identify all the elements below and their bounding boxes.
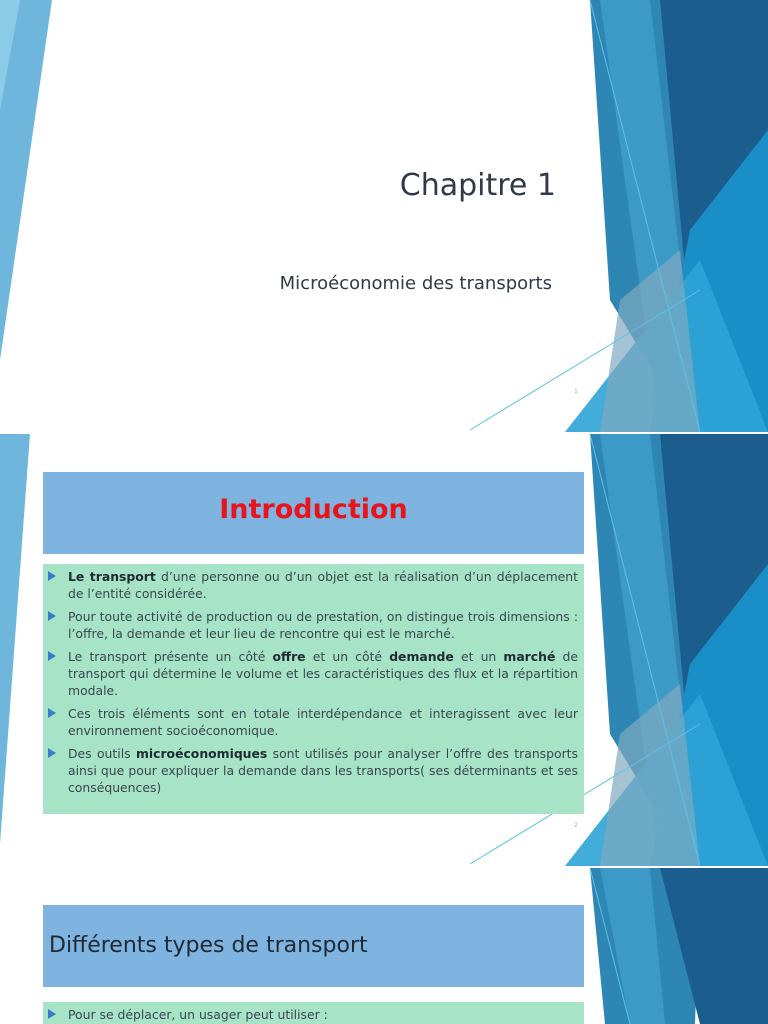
- content-box: [43, 564, 584, 814]
- bullet-text: Ces trois éléments sont en totale interdépendance et interagissent avec leur environnement socioéconomique.: [68, 706, 578, 738]
- bullet-text: Pour toute activité de production ou de prestation, on distingue trois dimensions : l’offre, la demande et leur lieu de rencontre qui est le marché.: [68, 609, 578, 641]
- introduction-slide: [0, 434, 768, 866]
- slide-title: Introduction: [219, 494, 408, 525]
- bullet-text: sont utilisés pour analyser l’offre des transports ainsi que pour expliquer la demande dans les transports( ses déterminants et ses conséquences): [68, 746, 578, 795]
- page-number: 2: [574, 822, 578, 829]
- bold-text: Le transport: [68, 569, 156, 584]
- bullet-text: Le transport présente un côté: [68, 649, 273, 664]
- bullet-text: Pour se déplacer, un usager peut utiliser :: [68, 1007, 328, 1022]
- bullet-item: [43, 648, 578, 699]
- bold-text: demande: [389, 649, 454, 664]
- bullet-arrow-icon: [48, 708, 56, 718]
- bullet-text: et un côté: [305, 649, 390, 664]
- bullet-text: Des outils: [68, 746, 136, 761]
- bold-text: offre: [272, 649, 306, 664]
- slide-title: Chapitre 1: [399, 168, 556, 203]
- bullet-item: [43, 745, 578, 796]
- bullet-arrow-icon: [48, 651, 56, 661]
- title-band: [43, 905, 584, 987]
- bullet-item: [43, 608, 578, 642]
- bullet-arrow-icon: [48, 571, 56, 581]
- bullet-text: de transport qui détermine le volume et les caractéristiques des flux et la répartition modale.: [68, 649, 578, 698]
- bullet-list: [43, 1002, 584, 1023]
- bullet-item: [43, 705, 578, 739]
- content-box: [43, 1002, 584, 1024]
- bullet-arrow-icon: [48, 611, 56, 621]
- bullet-text: et un: [453, 649, 504, 664]
- bullet-item: [43, 568, 578, 602]
- slide-decoration: [0, 0, 768, 432]
- title-band: [43, 472, 584, 554]
- bullet-text: d’une personne ou d’un objet est la réalisation d’un déplacement de l’entité considérée.: [68, 569, 579, 601]
- transport-types-slide: [0, 868, 768, 1024]
- bullet-item: [43, 1006, 578, 1023]
- page-number: 1: [574, 388, 578, 395]
- bold-text: microéconomiques: [135, 746, 268, 761]
- bullet-arrow-icon: [48, 748, 56, 758]
- bullet-arrow-icon: [48, 1009, 56, 1019]
- slide-subtitle: Microéconomie des transports: [279, 273, 552, 294]
- slide-title: Différents types de transport: [49, 933, 368, 958]
- bold-text: marché: [503, 649, 556, 664]
- bullet-list: [43, 564, 584, 796]
- title-slide: [0, 0, 768, 432]
